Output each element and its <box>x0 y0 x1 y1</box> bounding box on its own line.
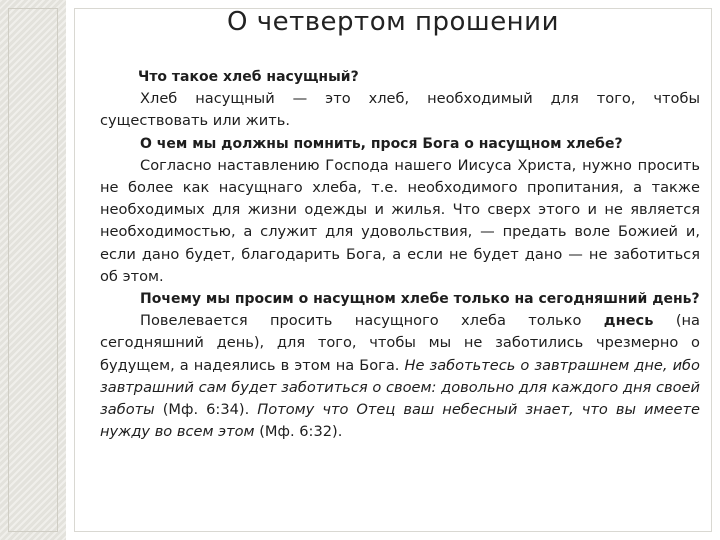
decorative-left-border <box>0 0 66 540</box>
decorative-left-border-frame <box>8 8 58 532</box>
scripture-quote-1: Не заботьтесь о завтрашнем дне, ибо завтрашний сам будет заботиться о своем: довольно для каждого дня своей заботы <box>100 356 700 419</box>
question-1: Что такое хлеб насущный? <box>138 69 359 85</box>
scripture-reference-2: (Мф. 6:32). <box>259 423 343 441</box>
answer-3-text-1: Повелевается просить насущного хлеба только <box>140 312 582 330</box>
answer-2: Согласно наставлению Господа нашего Иисуса Христа, нужно просить не более как насущнаго хлеба, т.е. необходимого пропитания, а также необходимых для жизни одежды и жилья. Что сверх этого и не является необходимостью, а служит для удовольствия, — предать воле Божией и, если дано будет, благодарить Бога, а если не будет дано — не заботиться об этом. <box>100 156 700 285</box>
scripture-quote-2: Потому что Отец ваш небесный знает, что вы имеете нужду во всем этом <box>100 401 700 441</box>
answer-3-text-2: (на сегодняшний день), для того, чтобы мы не заботились чрезмерно о будущем, а надеялись в этом на Бога. <box>100 312 700 374</box>
question-3: Почему мы просим о насущном хлебе только на сегодняшний день? <box>140 291 700 308</box>
slide-title: О четвертом прошении <box>227 7 559 37</box>
scripture-reference-1: (Мф. 6:34). <box>162 401 250 419</box>
answer-3-emphasis: днесь <box>603 312 654 330</box>
slide-body <box>100 66 700 443</box>
question-2: О чем мы должны помнить, прося Бога о насущном хлебе? <box>140 135 623 152</box>
answer-3 <box>100 310 700 443</box>
answer-1: Хлеб насущный — это хлеб, необходимый для того, чтобы существовать или жить. <box>100 90 700 130</box>
